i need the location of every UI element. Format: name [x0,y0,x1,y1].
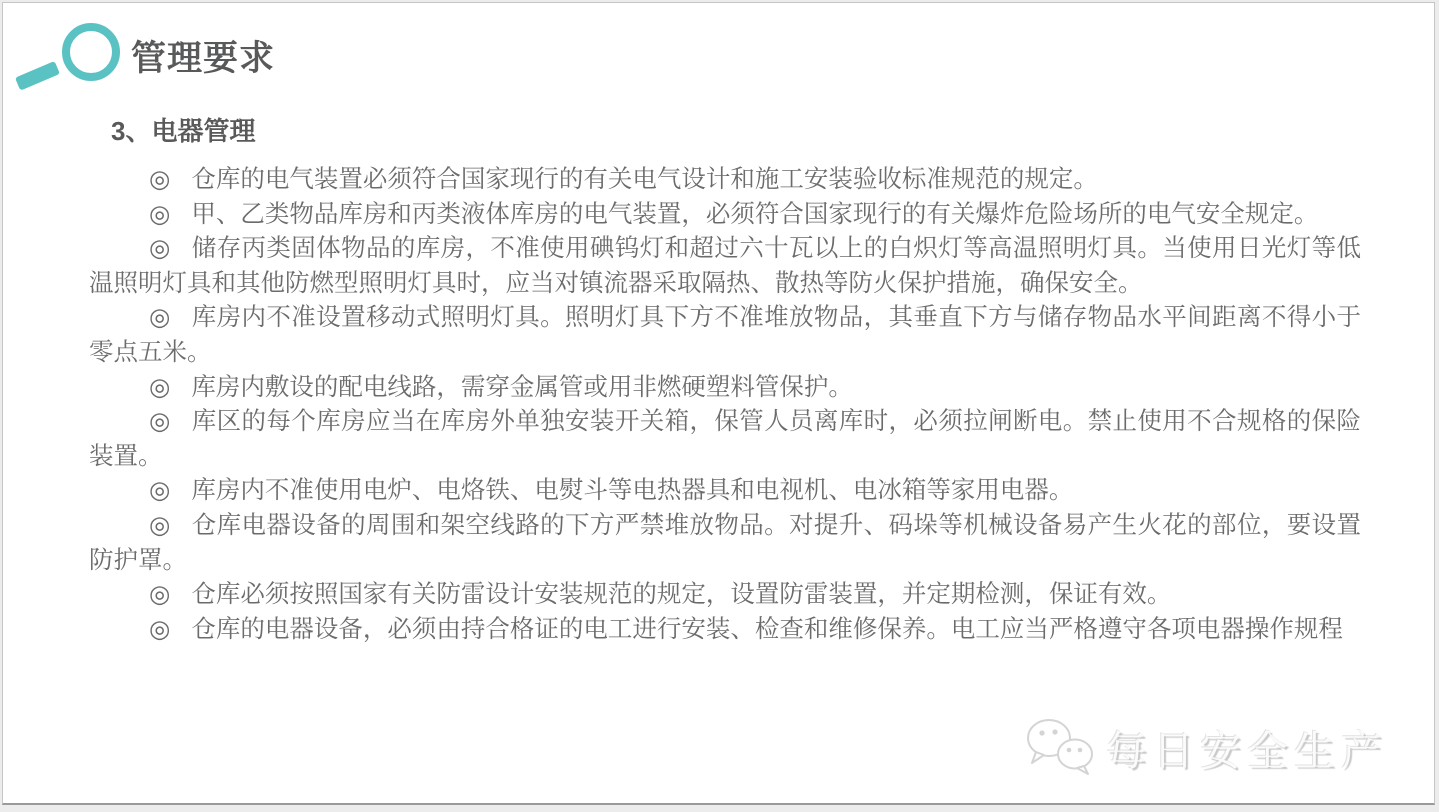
slide [2,2,1435,805]
list-item-text: 甲、乙类物品库房和丙类液体库房的电气装置，必须符合国家现行的有关爆炸危险场所的电气安全规定。 [191,200,1319,228]
list-item-text: 仓库的电器设备，必须由持合格证的电工进行安装、检查和维修保养。电工应当严格遵守各项电器操作规程 [191,615,1343,643]
bullet-icon: ◎ [149,511,171,539]
list-item [89,405,1361,474]
wechat-icon [1024,717,1096,777]
list-item [89,474,1361,509]
bullet-icon: ◎ [149,615,171,643]
bullet-icon: ◎ [149,166,171,193]
page-title: 管理要求 [131,39,276,78]
section-subtitle: 3、电器管理 [111,116,256,146]
bullet-icon: ◎ [149,200,171,228]
list-item-text: 储存丙类固体物品的库房，不准使用碘钨灯和超过六十瓦以上的白炽灯等高温照明灯具。当使用日光灯等低温照明灯具和其他防燃型照明灯具时，应当对镇流器采取隔热、散热等防火保护措施，确保安全。 [89,235,1361,297]
bullet-list [89,163,1361,647]
bullet-icon: ◎ [149,304,171,332]
bullet-icon: ◎ [149,235,171,263]
watermark [1024,717,1388,777]
list-item [89,301,1361,370]
list-item [89,613,1361,648]
list-item-text: 仓库必须按照国家有关防雷设计安装规范的规定，设置防雷装置，并定期检测，保证有效。 [191,581,1172,609]
list-item-text: 仓库电器设备的周围和架空线路的下方严禁堆放物品。对提升、码垛等机械设备易产生火花的部位，要设置防护罩。 [89,511,1361,574]
bullet-icon: ◎ [149,408,171,436]
bullet-icon: ◎ [149,373,171,401]
list-item [89,578,1361,613]
bullet-icon: ◎ [149,581,171,609]
list-item [89,232,1361,301]
list-item-text: 仓库的电气装置必须符合国家现行的有关电气设计和施工安装验收标准规范的规定。 [191,166,1098,193]
list-item [89,198,1361,233]
list-item-text: 库房内不准使用电炉、电烙铁、电熨斗等电热器具和电视机、电冰箱等家用电器。 [191,477,1074,505]
list-item-text: 库房内敷设的配电线路，需穿金属管或用非燃硬塑料管保护。 [191,373,853,401]
watermark-text: 每日安全生产 [1106,727,1388,774]
list-item [89,371,1361,406]
magnifier-icon [13,21,125,103]
list-item [89,163,1361,198]
bullet-icon: ◎ [149,477,171,505]
list-item-text: 库房内不准设置移动式照明灯具。照明灯具下方不准堆放物品，其垂直下方与储存物品水平间距离不得小于零点五米。 [89,304,1361,366]
list-item [89,509,1361,578]
list-item-text: 库区的每个库房应当在库房外单独安装开关箱，保管人员离库时，必须拉闸断电。禁止使用不合规格的保险装置。 [89,408,1361,470]
